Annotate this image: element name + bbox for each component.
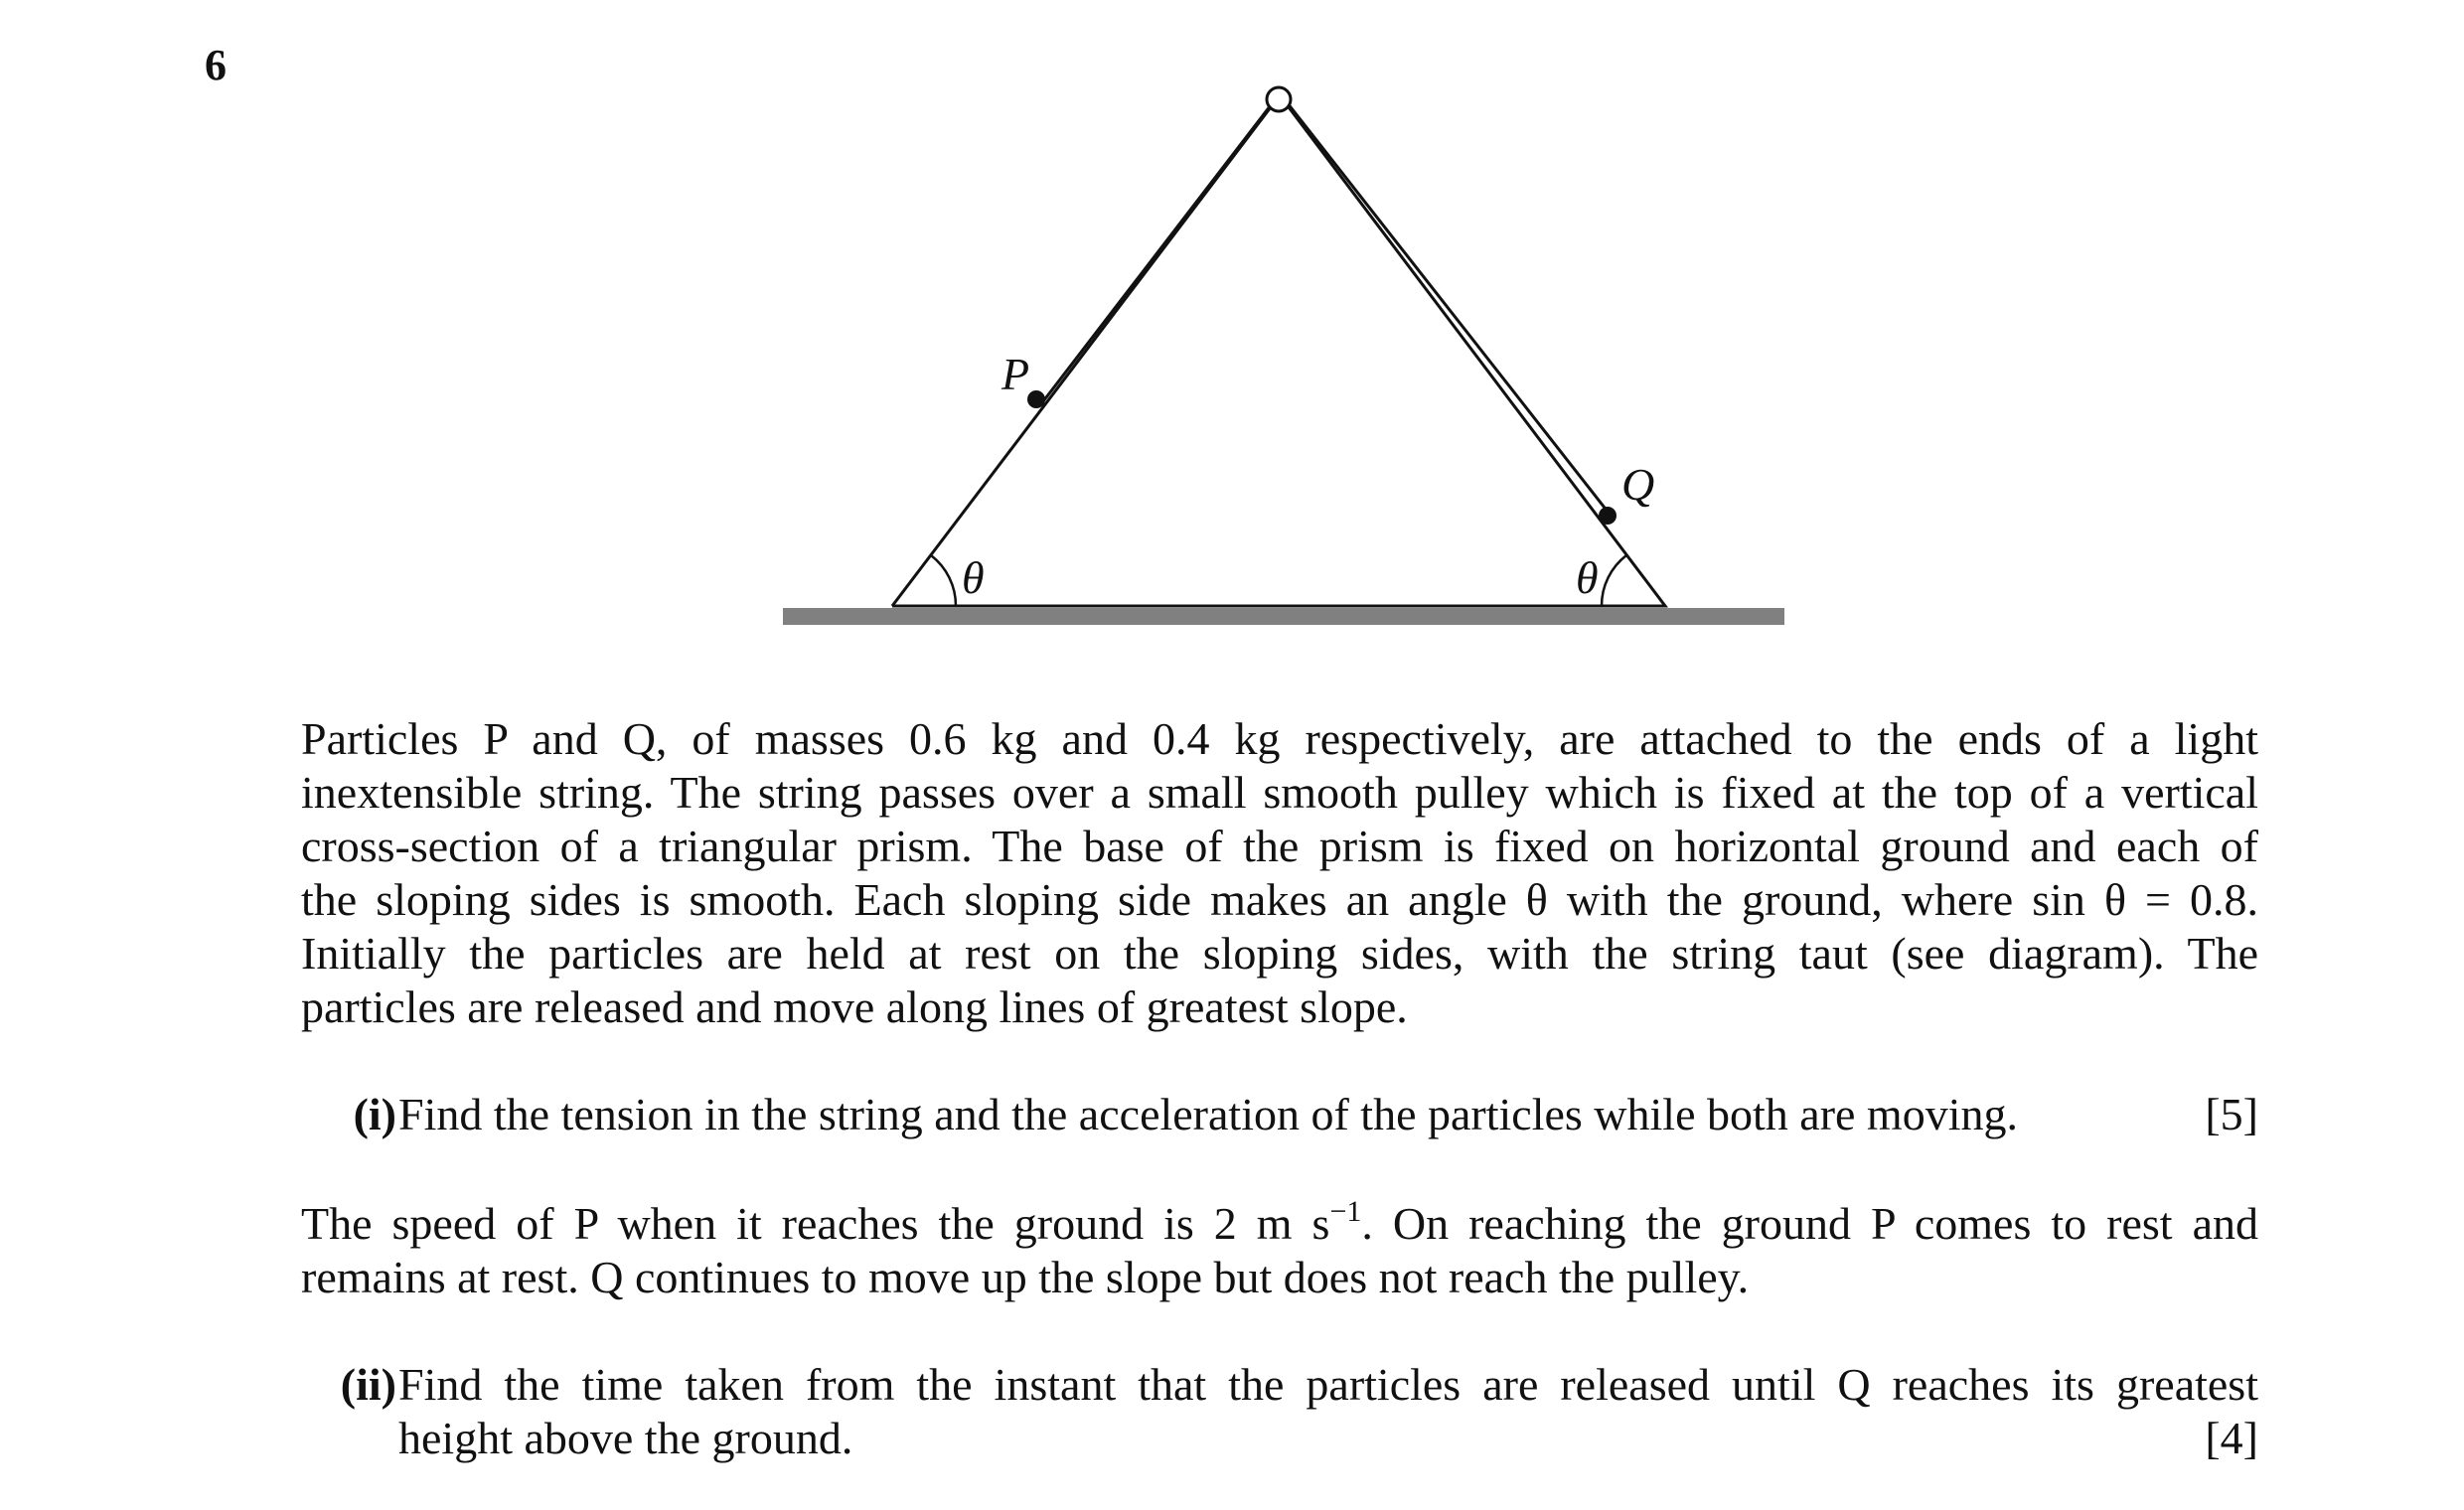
part-i	[301, 1088, 2258, 1141]
label-q: Q	[1621, 459, 1655, 510]
angle-arc-right	[1602, 555, 1626, 606]
intro-line: Initially the particles are held at rest on the sloping sides, with the string taut (see diagram). The	[301, 928, 2258, 979]
part-ii-marks: [4]	[2205, 1413, 2258, 1463]
part-i-text: Find the tension in the string and the acceleration of the particles while both are moving.	[398, 1089, 2018, 1139]
ground-bar	[783, 608, 1784, 625]
angle-arc-left	[931, 555, 956, 606]
angle-label-left: θ	[962, 552, 985, 603]
question-number: 6	[205, 41, 227, 89]
prism-diagram	[0, 0, 2464, 695]
part-i-label: (i)	[353, 1089, 396, 1139]
part-ii-line-2: height above the ground.	[398, 1413, 853, 1463]
part-ii	[301, 1358, 2258, 1465]
part-ii-label: (ii)	[340, 1359, 396, 1410]
intro-paragraph	[301, 712, 2258, 1034]
middle-line-1	[301, 1197, 2258, 1251]
intro-line: the sloping sides is smooth. Each sloping side makes an angle θ with the ground, where sin θ = 0.8.	[301, 874, 2258, 925]
pulley	[1267, 87, 1291, 111]
middle-paragraph	[301, 1197, 2258, 1304]
string-left	[1043, 101, 1274, 401]
unit-exponent: −1	[1329, 1195, 1362, 1228]
particle-p	[1027, 390, 1045, 408]
intro-line: inextensible string. The string passes over a small smooth pulley which is fixed at the top of a vertical	[301, 767, 2258, 818]
intro-line: particles are released and move along lines of greatest slope.	[301, 982, 1408, 1032]
intro-line: cross-section of a triangular prism. The base of the prism is fixed on horizontal ground and each of	[301, 821, 2258, 871]
part-ii-line-1: Find the time taken from the instant that the particles are released until Q reaches its greatest	[398, 1359, 2258, 1410]
particle-q	[1599, 507, 1617, 525]
string-right	[1288, 103, 1612, 517]
part-i-marks: [5]	[2205, 1089, 2258, 1139]
part-ii-text	[398, 1358, 2258, 1465]
angle-label-right: θ	[1576, 552, 1599, 603]
middle-line-1b: . On reaching the ground P comes to rest and	[1361, 1198, 2258, 1249]
label-p: P	[1001, 349, 1030, 399]
middle-line-1a: The speed of P when it reaches the ground is 2 m s	[301, 1198, 1330, 1249]
intro-line: Particles P and Q, of masses 0.6 kg and 0.4 kg respectively, are attached to the ends of a light	[301, 713, 2258, 764]
middle-line-2: remains at rest. Q continues to move up the slope but does not reach the pulley.	[301, 1252, 1750, 1302]
